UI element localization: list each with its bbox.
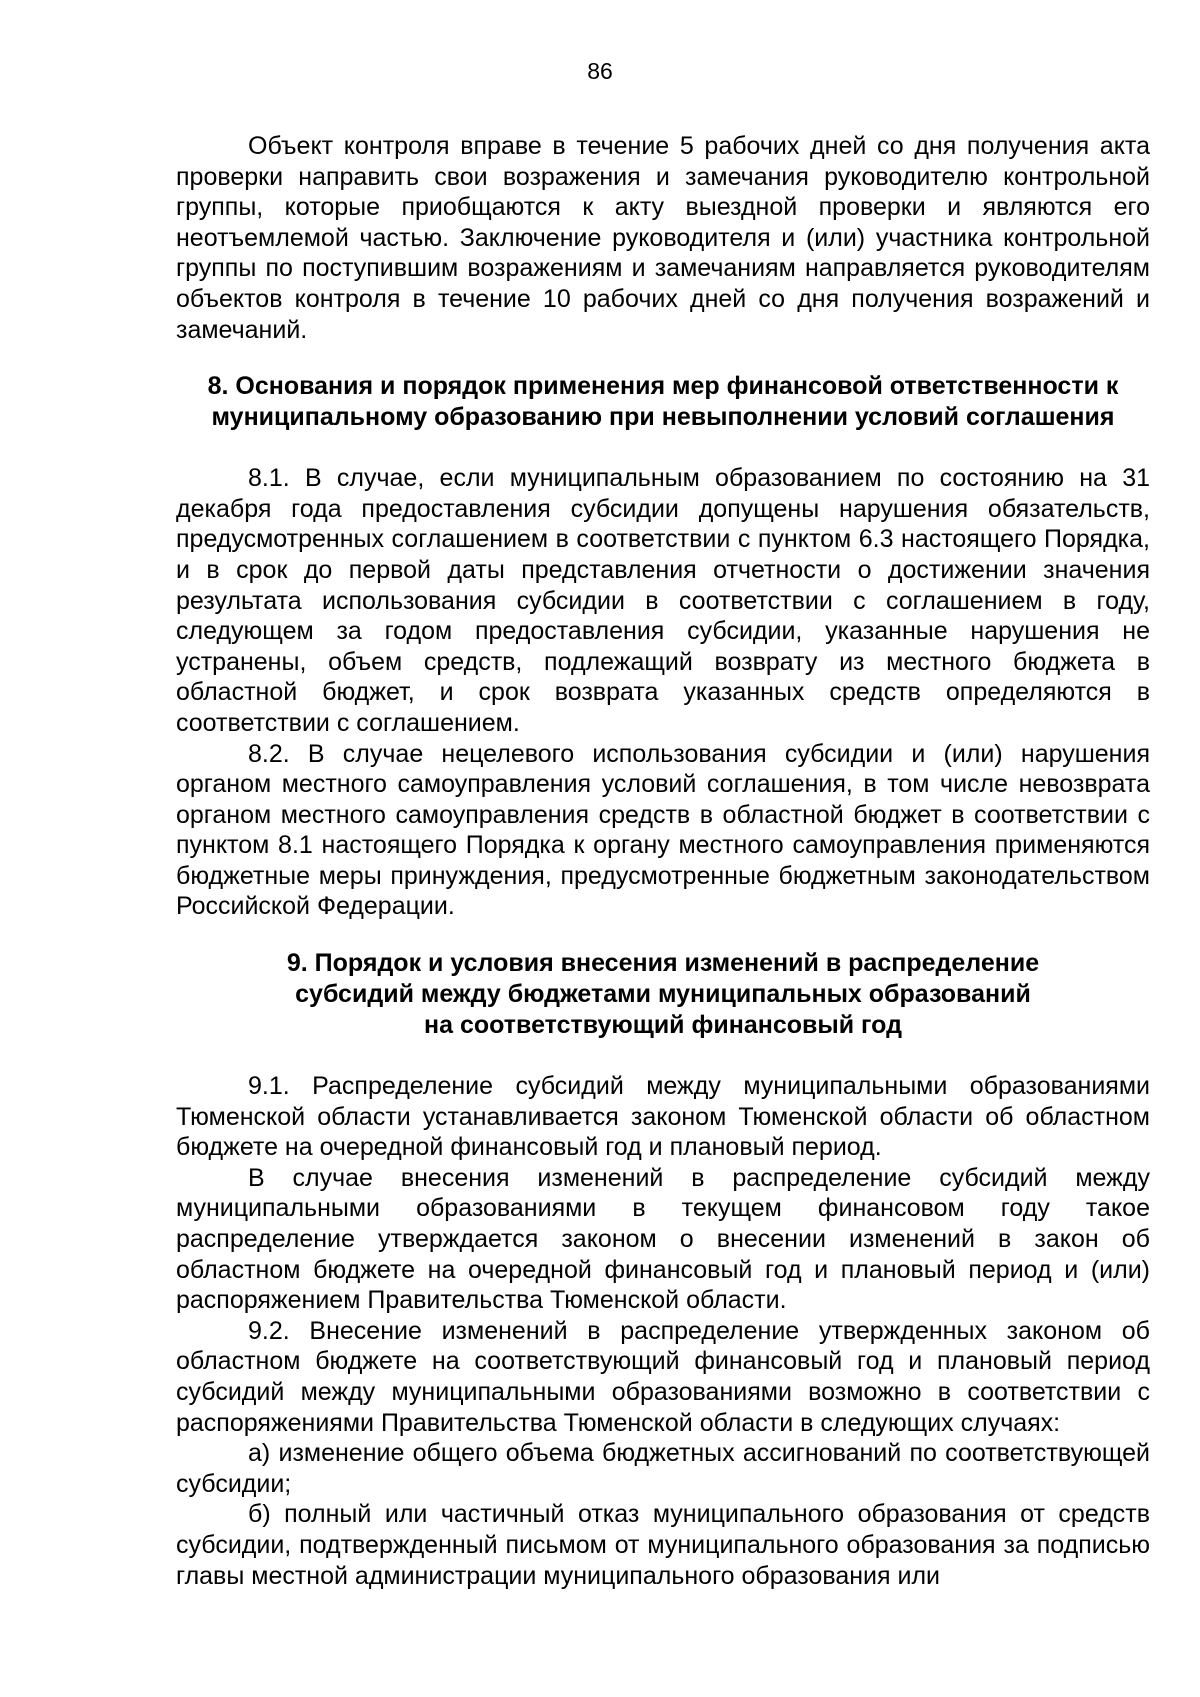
paragraph-9-2: 9.2. Внесение изменений в распределение утвержденных законом об областном бюджете на соответствующий финансовый год и плановый период субсидий между муниципальными образованиями возможно в соответствии с распоряжениями Правительства Тюменской области в следующих случаях: [176,1316,1150,1437]
paragraph-8-2: 8.2. В случае нецелевого использования субсидии и (или) нарушения органом местного самоуправления условий соглашения, в том числе невозврата органом местного самоуправления средств в областной бюджет в соответствии с пунктом 8.1 настоящего Порядка к органу местного самоуправления применяются бюджетные меры принуждения, предусмотренные бюджетным законодательством Российской Федерации. [176,739,1150,921]
section-heading-9-line-3: на соответствующий финансовый год [424,1011,902,1040]
section-heading-8 [176,371,1150,433]
section-heading-8-line-1: 8. Основания и порядок применения мер финансовой ответственности к [207,372,1119,401]
document-body [176,131,1150,1591]
list-item-a: а) изменение общего объема бюджетных ассигнований по соответствующей субсидии; [176,1439,1150,1498]
section-heading-9-line-2: субсидий между бюджетами муниципальных образований [295,980,1031,1009]
section-heading-8-line-2: муниципальному образованию при невыполнении условий соглашения [211,403,1115,432]
paragraph-8-1: 8.1. В случае, если муниципальным образованием по состоянию на 31 декабря года предоставления субсидии допущены нарушения обязательств, предусмотренных соглашением в соответствии с пунктом 6.3 настоящего Порядка, и в срок до первой даты представления отчетности о достижении значения результата использования субсидии в соответствии с соглашением в году, следующем за годом предоставления субсидии, указанные нарушения не устранены, объем средств, подлежащий возврату из местного бюджета в областной бюджет, и срок возврата указанных средств определяются в соответствии с соглашением. [176,464,1150,737]
paragraph-9-1: 9.1. Распределение субсидий между муниципальными образованиями Тюменской области устанавливается законом Тюменской области об областном бюджете на очередной финансовый год и плановый период. [176,1072,1150,1162]
list-item-b: б) полный или частичный отказ муниципального образования от средств субсидии, подтвержденный письмом от муниципального образования за подписью главы местной администрации муниципального образования или [176,1500,1150,1590]
paragraph-9-1-changes: В случае внесения изменений в распределение субсидий между муниципальными образованиями в текущем финансовом году такое распределение утверждается законом о внесении изменений в закон об областном бюджете на очередной финансовый год и плановый период и (или) распоряжением Правительства Тюменской области. [176,1163,1150,1315]
section-heading-9 [176,948,1150,1041]
page-number: 86 [587,58,613,84]
section-heading-9-line-1: 9. Порядок и условия внесения изменений в распределение [286,949,1040,978]
paragraph-object-objections: Объект контроля вправе в течение 5 рабочих дней со дня получения акта проверки направить свои возражения и замечания руководителю контрольной группы, которые приобщаются к акту выездной проверки и являются его неотъемлемой частью. Заключение руководителя и (или) участника контрольной группы по поступившим возражениям и замечаниям направляется руководителям объектов контроля в течение 10 рабочих дней со дня получения возражений и замечаний. [176,132,1150,344]
